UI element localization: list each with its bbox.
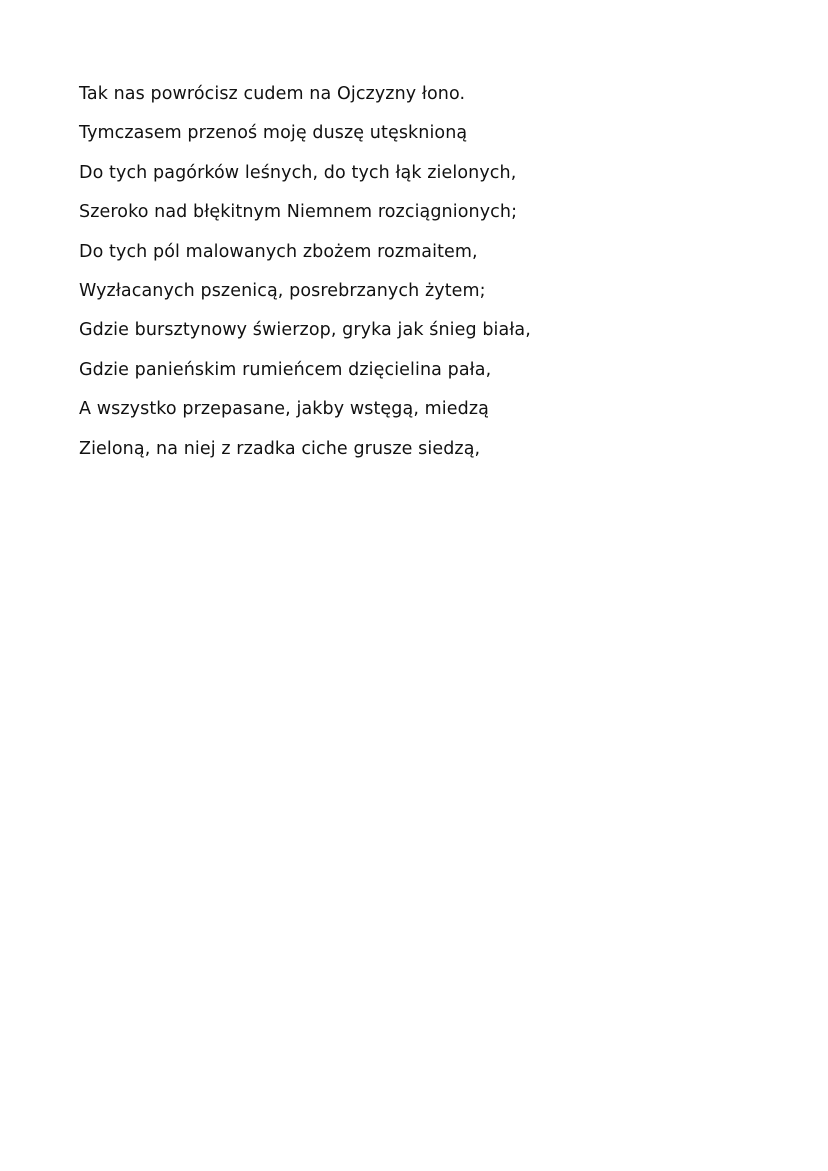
poem-line: Tymczasem przenoś moję duszę utęsknioną bbox=[79, 123, 468, 144]
poem-line: Gdzie bursztynowy świerzop, gryka jak śnieg biała, bbox=[79, 320, 531, 341]
poem-line: Wyzłacanych pszenicą, posrebrzanych żytem; bbox=[79, 280, 486, 301]
poem-line: Zieloną, na niej z rzadka ciche grusze siedzą, bbox=[79, 438, 481, 459]
poem-line: Do tych pól malowanych zbożem rozmaitem, bbox=[79, 241, 478, 262]
poem-line: Do tych pagórków leśnych, do tych łąk zielonych, bbox=[79, 162, 517, 183]
poem-text bbox=[79, 80, 779, 474]
poem-line: Szeroko nad błękitnym Niemnem rozciągnionych; bbox=[79, 202, 518, 223]
poem-line: Gdzie panieńskim rumieńcem dzięcielina pała, bbox=[79, 359, 492, 380]
poem-line: Tak nas powrócisz cudem na Ojczyzny łono. bbox=[79, 84, 466, 104]
poem-line: A wszystko przepasane, jakby wstęgą, miedzą bbox=[79, 399, 489, 420]
